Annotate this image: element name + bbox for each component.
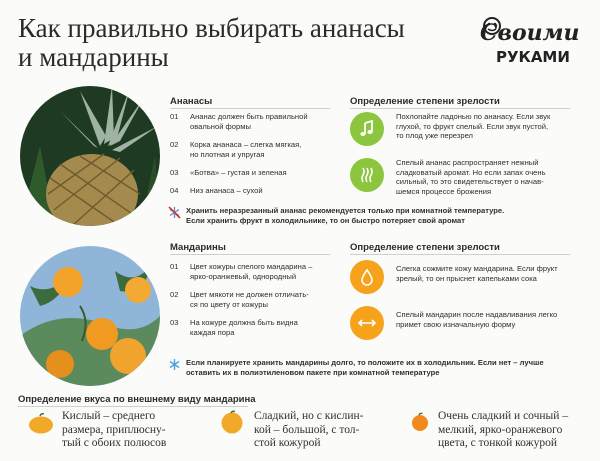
ripeness-text: Спелый мандарин после надавливания легко примет свою изначальную форму [396,310,558,329]
mandarin-photo [20,246,160,386]
item-number: 02 [170,290,179,299]
no-fridge-icon [168,206,181,219]
music-note-icon [350,112,384,146]
item-number: 04 [170,186,179,195]
page-title [18,14,458,72]
mand-ripeness-heading: Определение степени зрелости [350,242,500,253]
item-number: 02 [170,140,179,149]
taste-text: Сладкий, но с кислин- кой – большой, с тол- стой кожурой [254,410,364,449]
item-text: На кожуре должна быть видна каждая пора [190,318,298,337]
pineapple-storage-note: Хранить неразрезанный ананас рекомендуется только при комнатной температуре. Если хранить фрукт в холодильнике, то он быстро потеряет свой аромат [186,206,505,225]
ripeness-text: Слегка сожмите кожу мандарина. Если фрукт зрелый, то он прыснет капельками сока [396,264,558,283]
taste-text: Очень сладкий и сочный – мелкий, ярко-оранжевого цвета, с тонкой кожурой [438,410,569,449]
item-text: Корка ананаса – слегка мягкая, но плотная и упругая [190,140,302,159]
item-number: 01 [170,112,179,121]
drop-icon [350,260,384,294]
mandarins-divider [170,254,330,255]
taste-text: Кислый – среднего размера, приплюсну- тый с обоих полюсов [62,410,167,449]
item-number: 03 [170,168,179,177]
snowflake-icon [168,358,181,371]
title-line-2: и мандарины [18,42,169,72]
title-line-1: Как правильно выбирать ананасы [18,13,405,43]
logo-line-2: РУКАМИ [496,48,570,66]
pineapples-heading: Ананасы [170,96,213,107]
mandarin-storage-note: Если планируете хранить мандарины долго, то положите их в холодильник. Если нет – лучше оставить их в полиэтиленовом пакете при комнатной температуре [186,358,544,377]
list-item [170,290,345,310]
list-item [170,186,340,196]
ripeness-text: Похлопайте ладонью по ананасу. Если звук глухой, то фрукт спелый. Если звук пустой, то плод уже перезрел [396,112,551,141]
list-item [170,112,340,132]
item-number: 01 [170,262,179,271]
pineapple-photo [20,86,160,226]
taste-divider [18,406,248,407]
mand-ripeness-divider [350,254,570,255]
taste-heading: Определение вкуса по внешнему виду мандарина [18,394,256,405]
item-number: 03 [170,318,179,327]
svoimi-rukami-logo [470,6,590,70]
small-mandarin-icon [410,412,430,432]
item-text: Цвет кожуры спелого мандарина – ярко-оранжевый, однородный [190,262,313,281]
pine-ripeness-heading: Определение степени зрелости [350,96,500,107]
big-mandarin-icon [220,410,244,434]
item-text: «Ботва» – густая и зеленая [190,168,287,177]
list-item [170,140,340,160]
ripeness-text: Спелый ананас распространяет нежный сладковатый аромат. Но если запах очень сильный, то это свидетельствует о начав- шемся процессе брожения [396,158,546,196]
list-item [170,168,340,178]
list-item [170,262,345,282]
mandarins-heading: Мандарины [170,242,226,253]
pine-ripeness-divider [350,108,570,109]
flat-mandarin-icon [28,412,54,434]
item-text: Ананас должен быть правильной овальной формы [190,112,308,131]
logo-line-1: Своими [480,20,580,46]
item-text: Цвет мякоти не должен отличать- ся по цвету от кожуры [190,290,309,309]
list-item [170,318,345,338]
pineapples-divider [170,108,330,109]
item-text: Низ ананаса – сухой [190,186,263,195]
expand-arrows-icon [350,306,384,340]
aroma-waves-icon [350,158,384,192]
